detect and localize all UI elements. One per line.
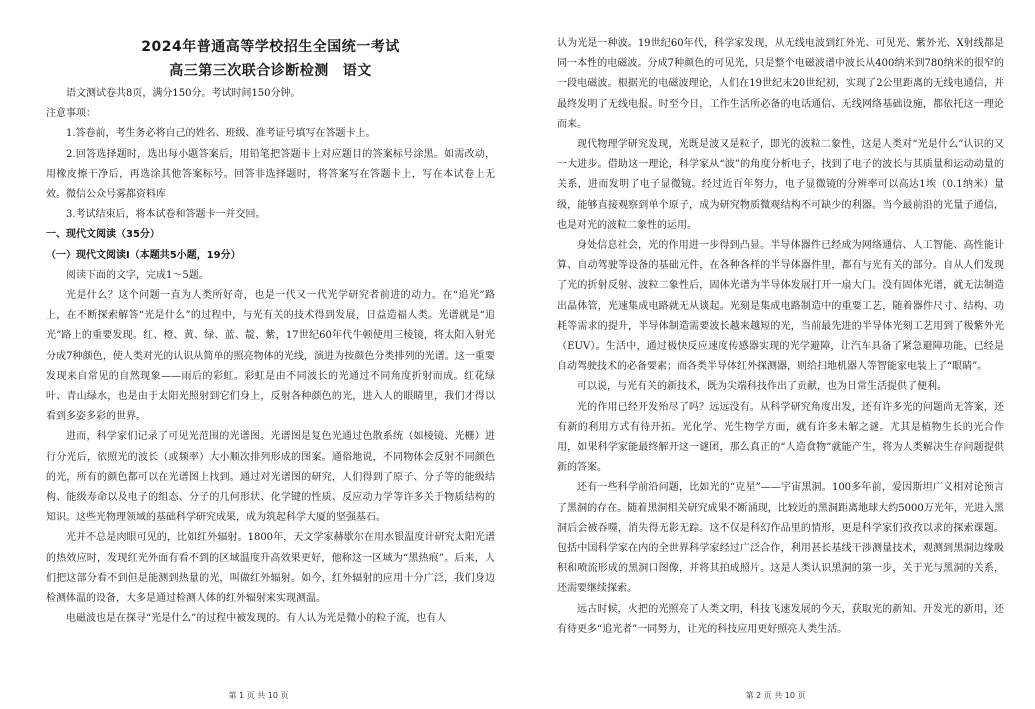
article-paragraph: 现代物理学研究发现，光既是波又是粒子，即光的波粒二象性，这是人类对“光是什么”认识的又一大进步。借助这一理论，科学家从“波”的角度分析电子，找到了电子的波长与其质量和运动动量的关系，进而发明了电子显微镜。经过近百年努力，电子显微镜的分辨率可以高达1埃（0.1纳米）量级，能够直接观察到单个原子，成为研究物质微观结构不可缺少的利器。当今最前沿的光量子通信，也是对光的波粒二象性的运用。 (557, 139, 1004, 231)
article-paragraph: 身处信息社会，光的作用进一步得到凸显。半导体器件已经成为网络通信、人工智能、高性能计算、自动驾驶等设备的基础元件，在各种各样的半导体器件里，都有与光有关的部分。自从人们发现了光的折射反射、波粒二象性后，固体光谱为半导体发展打开一扇大门。没有固体光谱，就无法制造出晶体管，光速集成电路就无从谈起。光刻是集成电路制造中的重要工艺，随着器件尺寸、结构、功耗等需求的提升，半导体制造需要波长越来越短的光，当前最先进的半导体光刻工艺用到了极紫外光（EUV）。生活中，通过极快反应速度传感器实现的光学避障，让汽车具备了紧急避障功能，已经是自动驾驶技术的必备要素；而各类半导体红外探测器，则给扫地机器人等智能家电装上了“眼睛”。 (557, 240, 1004, 373)
exam-title: 2024年普通高等学校招生全国统一考试 (141, 39, 400, 55)
exam-subject: 语文 (342, 63, 372, 79)
note-item: 2.回答选择题时，选出每小题答案后，用铅笔把答题卡上对应题目的答案标号涂黑。如需改动，用橡皮擦干净后，再选涂其他答案标号。回答非选择题时，将答案写在答题卡上，写在本试卷上无效。微信公众号雾都资料库 (46, 148, 495, 201)
article-paragraph: 光是什么？这个问题一直为人类所好奇，也是一代又一代光学研究者前进的动力。在“追光”路上，在不断探索解答“光是什么”的过程中，与光有关的技术得到发展，日益造福人类。光谱就是“追光”路上的重要发现。红、橙、黄、绿、蓝、靛、紫，17世纪60年代牛顿使用三棱镜，将太阳入射光分成7种颜色，使人类对光的认识从简单的照亮物体的光线，演进为按颜色分类排列的光谱。这一重要发现来自常见的自然现象——雨后的彩虹。彩虹是由不同波长的光通过不同角度折射而成。红花绿叶、青山绿水，也是由于太阳光照射到它们身上，反射各种颜色的光，进入人的眼睛里，我们才得以看到多姿多彩的世界。 (46, 290, 495, 423)
article-paragraph: 认为光是一种波。19世纪60年代，科学家发现，从无线电波到红外光、可见光、紫外光、X射线都是同一本性的电磁波。分成7种颜色的可见光，只是整个电磁波谱中波长从400纳米到780纳米的很窄的一段电磁波。根据光的电磁波理论，人们在19世纪末20世纪初，实现了2公里距离的无线电通信，并最终发明了无线电报。时至今日，工作生活所必备的电话通信、无线网络基础设施，都依托这一理论而来。 (557, 38, 1004, 130)
subsection-heading: （一）现代文阅读Ⅰ（本题共5小题，19分） (46, 249, 241, 261)
article-paragraph: 电磁波也是在探寻“光是什么”的过程中被发现的。有人认为光是微小的粒子流，也有人 (66, 613, 447, 625)
article-paragraph: 可以说，与光有关的新技术，既为尖端科技作出了贡献，也为日常生活提供了便利。 (577, 381, 947, 393)
article-paragraph: 进而，科学家们记录了可见光范围的光谱图。光谱图是复色光通过色散系统（如棱镜、光栅）进行分光后，依照光的波长（或频率）大小顺次排列形成的图案。通俗地说，不同物体会反射不同颜色的光，所有的颜色都可以在光谱图上找到。通过对光谱图的研究，人们得到了原子、分子等的能级结构、能级寿命以及电子的组态、分子的几何形状、化学键的性质、反应动力学等许多关于物质结构的知识。这些光物理领域的基础科学研究成果，成为筑起科学大厦的坚强基石。 (46, 431, 495, 524)
notes-heading: 注意事项： (46, 108, 96, 120)
page-footer: 第 2 页 共 10 页 (745, 691, 806, 700)
page-2 (517, 0, 1034, 709)
exam-subtitle (46, 62, 495, 80)
article-paragraph: 还有一些科学前沿问题，比如光的“克星”——宇宙黑洞。100多年前，爱因斯坦广义相对论预言了黑洞的存在。随着黑洞相关研究成果不断涌现，比较近的黑洞距离地球大约5000万光年，光进入黑洞后会被吞噬，消失得无影无踪。这不仅是科幻作品里的情形，更是科学家们孜孜以求的探索课题。包括中国科学家在内的全世界科学家经过广泛合作，利用甚长基线干涉测量技术，观测到黑洞边缘吸积和喷流形成的黑洞口图像，并将其拍成照片。这是人类认识黑洞的第一步，关于光与黑洞的关系，还需要继续探索。 (557, 482, 1004, 595)
page-1 (0, 0, 517, 709)
article-paragraph: 远古时候，火把的光照亮了人类文明，科技飞速发展的今天，获取光的新知、开发光的新用，还有待更多“追光者”一同努力，让光的科技应用更好照亮人类生活。 (557, 603, 1004, 635)
page-footer: 第 1 页 共 10 页 (228, 691, 289, 700)
reading-instruction: 阅读下面的文字，完成1～5题。 (66, 269, 209, 281)
note-item: 3.考试结束后，将本试卷和答题卡一并交回。 (66, 209, 266, 221)
section-heading: 一、现代文阅读（35分） (46, 229, 160, 241)
article-paragraph: 光并不总是肉眼可见的，比如红外辐射。1800年，天文学家赫歇尔在用水银温度计研究太阳光谱的热效应时，发现红光外面有看不到的区域温度升高效果更好，他称这一区域为“黑热痕”。后来，人们把这部分看不到但是能测到热量的光，叫做红外辐射。如今，红外辐射的应用十分广泛，我们身边检测体温的设备，大多是通过检测人体的红外辐射来实现测温。 (46, 532, 495, 605)
exam-subtitle-text: 高三第三次联合诊断检测 (169, 63, 329, 79)
exam-info: 语文测试卷共8页，满分150分。考试时间150分钟。 (66, 88, 301, 99)
article-paragraph: 光的作用已经开发殆尽了吗？远远没有。从科学研究角度出发，还有许多光的问题尚无答案，还有新的利用方式有待开拓。光化学、光生物学方面，就有许多未解之谜。尤其是植物生长的光合作用，如果科学家能最终解开这一谜团，那么真正的“人造食物”就能产生，将为人类解决生存问题提供新的答案。 (557, 401, 1004, 474)
note-item: 1.答卷前，考生务必将自己的姓名、班级、准考证号填写在答题卡上。 (66, 128, 376, 140)
